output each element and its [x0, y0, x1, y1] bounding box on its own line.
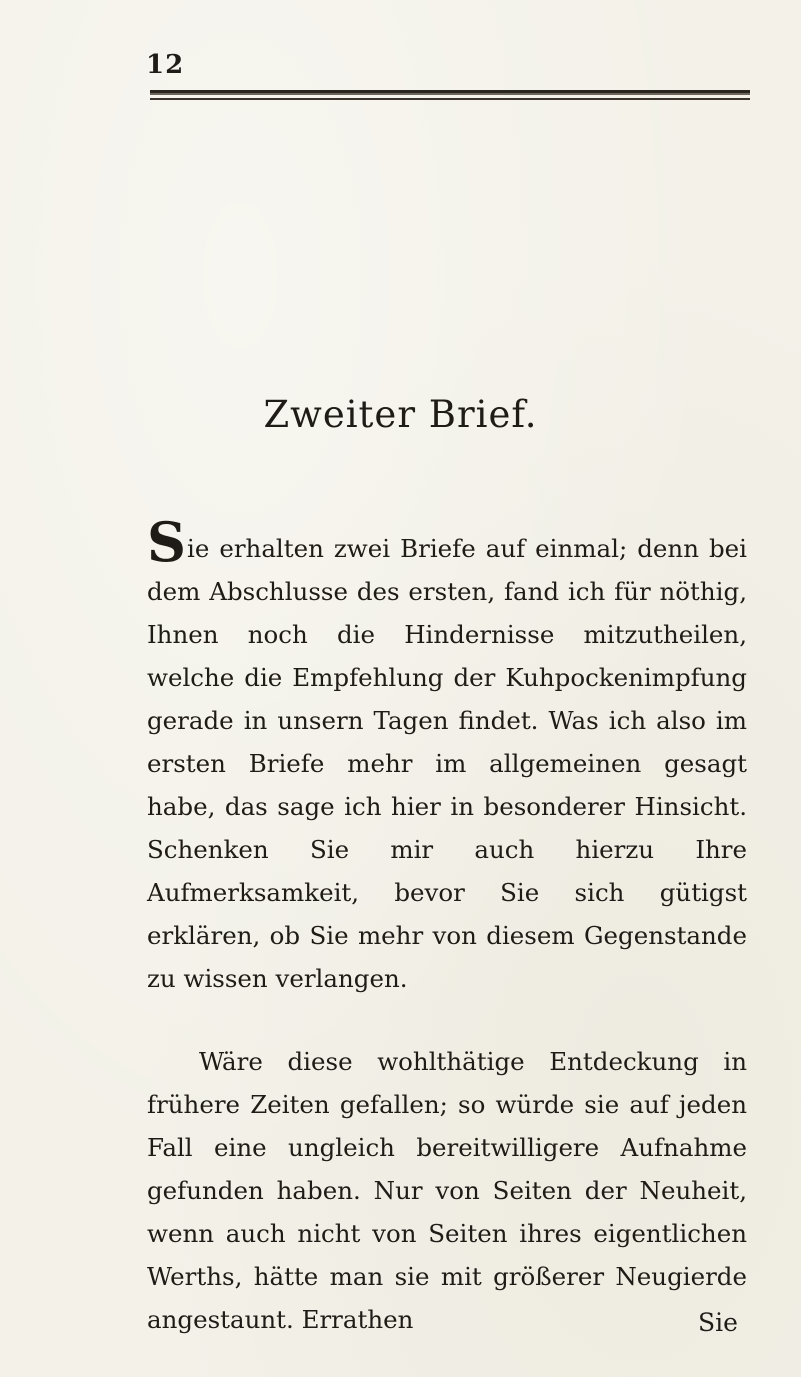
header-rule-thin — [150, 98, 750, 100]
letter-heading: Zweiter Brief. — [263, 393, 538, 436]
body-text — [147, 510, 747, 1341]
page-number: 12 — [146, 50, 185, 80]
paragraph-2: Wäre diese wohlthätige Entdeckung in frühere Zeiten gefallen; so würde sie auf jeden Fall eine ungleich bereitwilligere Aufnahme gefunden haben. Nur von Seiten der Neuheit, wenn auch nicht von Seiten ihres eigentlichen Werths, hätte man sie mit größerer Neugierde angestaunt. Errathen — [147, 1047, 747, 1334]
paragraph-1 — [147, 510, 747, 1000]
initial-letter: S — [147, 510, 186, 574]
header-rule — [150, 90, 750, 95]
catchword: Sie — [698, 1308, 738, 1337]
paragraph-1-text: ie erhalten zwei Briefe auf einmal; denn bei dem Abschlusse des ersten, fand ich für nöthig, Ihnen noch die Hindernisse mitzutheilen, welche die Empfehlung der Kuhpockenimpfung gerade in unsern Tagen findet. Was ich also im ersten Briefe mehr im allgemeinen gesagt habe, das sage ich hier in besonderer Hinsicht. Schenken Sie mir auch hierzu Ihre Aufmerksamkeit, bevor Sie sich gütigst erklären, ob Sie mehr von diesem Gegenstande zu wissen verlangen. — [147, 534, 747, 993]
